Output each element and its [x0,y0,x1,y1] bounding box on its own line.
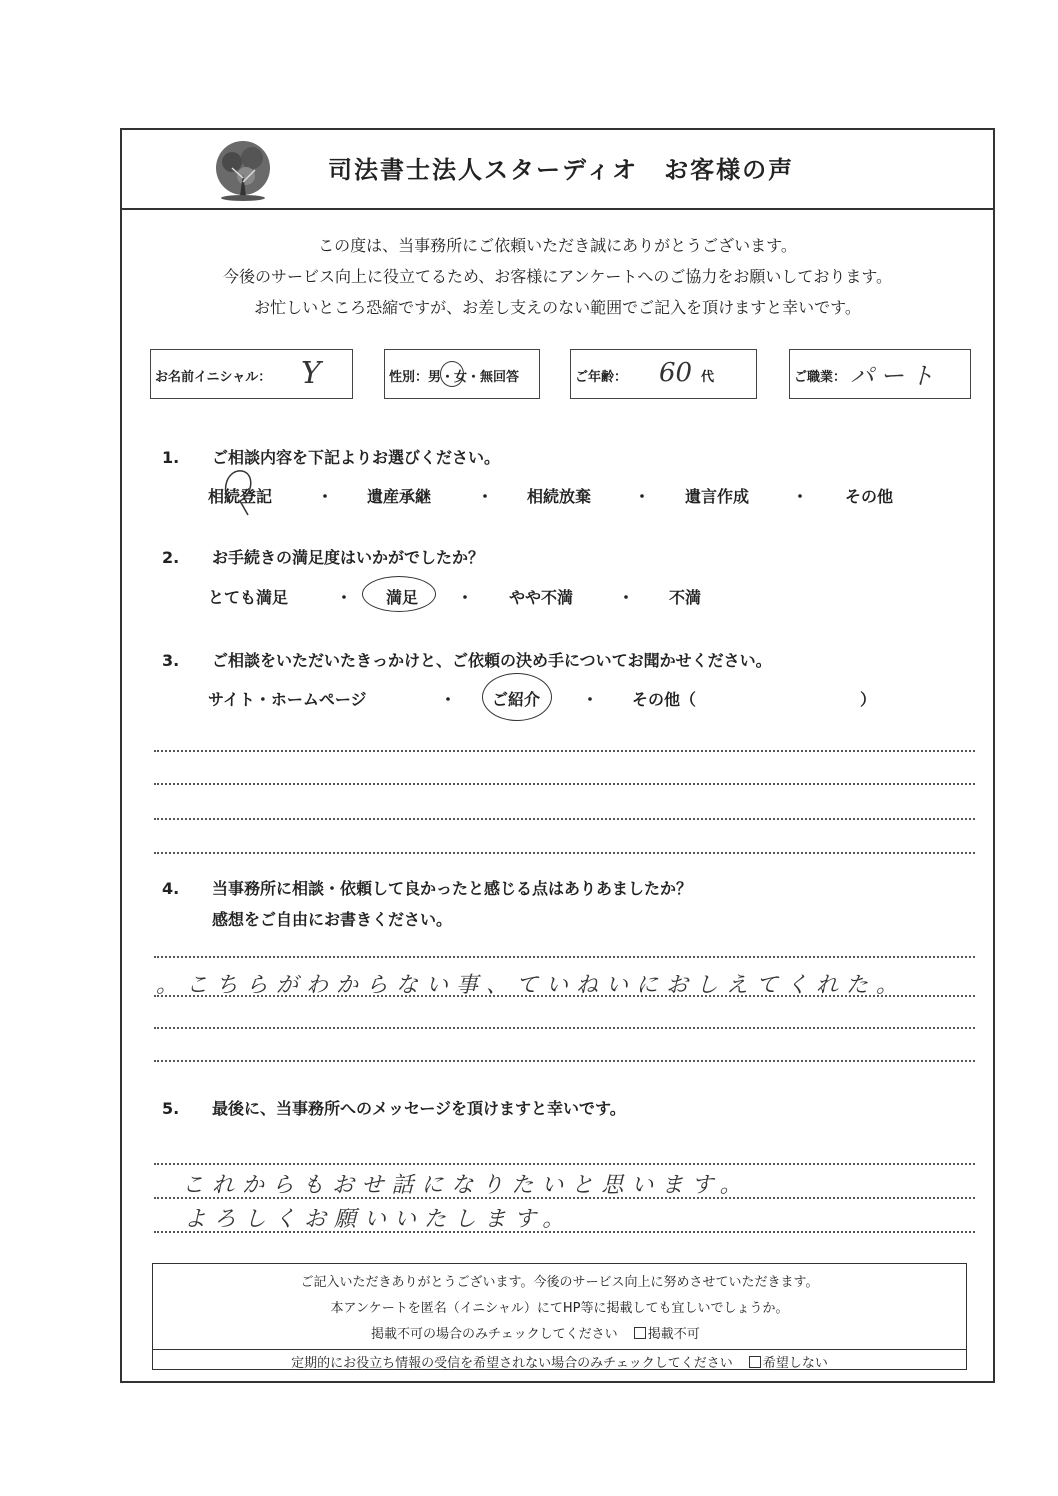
job-value: パート [850,362,940,390]
writing-line [154,956,975,958]
option-very-satisfied[interactable]: とても満足 [208,588,289,607]
gender-label: 性別：男・女・無回答 [389,370,520,385]
footer-consent-instruction: 掲載不可の場合のみチェックしてください [371,1327,618,1342]
question-2-selection-circle [362,576,436,612]
job-label: ご職業： [794,370,847,385]
question-1-selection-mark [208,463,273,521]
writing-line [154,750,975,752]
question-5-number: 5. [162,1099,180,1118]
question-2-text: お手続きの満足度はいかがでしたか？ [212,548,485,567]
option-estate-succession[interactable]: 遺産承継 [367,487,432,506]
footer-newsletter-instruction: 定期的にお役立ち情報の受信を希望されない場合のみチェックしてください [291,1356,733,1371]
question-4-answer: 。こちらがわからない事、ていねいにおしえてくれた。 [156,973,907,998]
age-box[interactable] [570,349,757,399]
option-separator: ・ [618,588,635,607]
option-separator: ・ [792,487,809,506]
option-separator: ・ [336,588,353,607]
question-4-number: 4. [162,879,180,898]
option-slightly-dissatisfied[interactable]: やや不満 [509,588,574,607]
age-suffix: 代 [701,370,715,385]
option-referral[interactable]: ご紹介 [492,690,541,709]
intro-text [122,230,993,323]
writing-line [154,1197,975,1199]
writing-line [154,818,975,820]
option-separator: ・ [457,588,474,607]
intro-line-3: お忙しいところ恐縮ですが、お差し支えのない範囲でご記入を頂けますと幸いです。 [254,298,861,317]
writing-line [154,1163,975,1165]
checkbox-icon [634,1327,646,1339]
job-box[interactable] [789,349,971,399]
option-inheritance-renunciation[interactable]: 相続放棄 [527,487,592,506]
question-4-text: 当事務所に相談・依頼して良かったと感じる点はありあましたか？ [212,879,693,898]
option-separator: ・ [440,690,457,709]
option-separator: ・ [317,487,334,506]
option-separator: ・ [634,487,651,506]
option-dissatisfied[interactable]: 不満 [669,588,702,607]
option-satisfied[interactable]: 満足 [386,588,419,607]
gender-selection-circle [440,361,464,387]
option-other[interactable]: その他 [845,487,894,506]
initial-box[interactable] [150,349,353,399]
no-publish-checkbox[interactable] [634,1327,700,1342]
initial-value: Y [301,356,321,391]
question-1-number: 1. [162,448,180,467]
age-value: 60 [659,358,693,388]
page-title: 司法書士法人スターディオ お客様の声 [328,156,795,184]
question-5-answer-line-1: これからもおせ話になりたいと思います。 [182,1173,750,1198]
question-5-answer-line-2: よろしくお願いいたします。 [184,1207,573,1232]
question-5 [162,1096,626,1119]
intro-line-1: この度は、当事務所にご依頼いただき誠にありがとうございます。 [318,236,797,255]
writing-line [154,852,975,854]
footer-consent-question: 本アンケートを匿名（イニシャル）にてHP等に掲載しても宜しいでしょうか。 [330,1301,789,1316]
survey-form [120,128,995,1383]
writing-line [154,995,975,997]
option-inheritance-registration[interactable]: 相続登記 [208,487,273,506]
tree-logo-icon [210,138,276,204]
footer-consent-row [371,1323,966,1342]
no-newsletter-label: 希望しない [762,1356,828,1371]
question-2-number: 2. [162,548,180,567]
no-publish-label: 掲載不可 [647,1327,700,1342]
question-3-text: ご相談をいただいたきっかけと、ご依頼の決め手についてお聞かせください。 [212,651,772,670]
question-1-text: ご相談内容を下記よりお選びください。 [212,448,501,467]
writing-line [154,1231,975,1233]
initial-label: お名前イニシャル： [155,370,272,385]
option-website[interactable]: サイト・ホームページ [208,690,367,709]
option-other-open[interactable]: その他（ [632,690,697,709]
checkbox-icon [749,1356,761,1368]
question-4-subtext: 感想をご自由にお書きください。 [212,910,453,929]
question-4 [162,876,692,899]
footer-newsletter-row [153,1352,966,1371]
footer-thanks: ご記入いただきありがとうございます。今後のサービス向上に努めさせていただきます。 [300,1275,819,1290]
option-will-creation[interactable]: 遺言作成 [685,487,750,506]
age-label: ご年齢： [575,370,628,385]
no-newsletter-checkbox[interactable] [749,1356,828,1371]
question-5-text: 最後に、当事務所へのメッセージを頂けますと幸いです。 [212,1099,626,1118]
question-3-number: 3. [162,651,180,670]
footer-box [152,1263,967,1370]
option-separator: ・ [477,487,494,506]
option-separator: ・ [582,690,599,709]
question-3 [162,648,772,671]
question-3-selection-circle [482,673,552,721]
gender-box[interactable] [384,349,540,399]
option-other-close: ） [860,690,877,709]
writing-line [154,783,975,785]
form-header [122,130,993,210]
writing-line [154,1060,975,1062]
writing-line [154,1027,975,1029]
intro-line-2: 今後のサービス向上に役立てるため、お客様にアンケートへのご協力をお願いしております。 [222,267,893,286]
question-2 [162,545,484,568]
footer-divider [153,1349,966,1350]
